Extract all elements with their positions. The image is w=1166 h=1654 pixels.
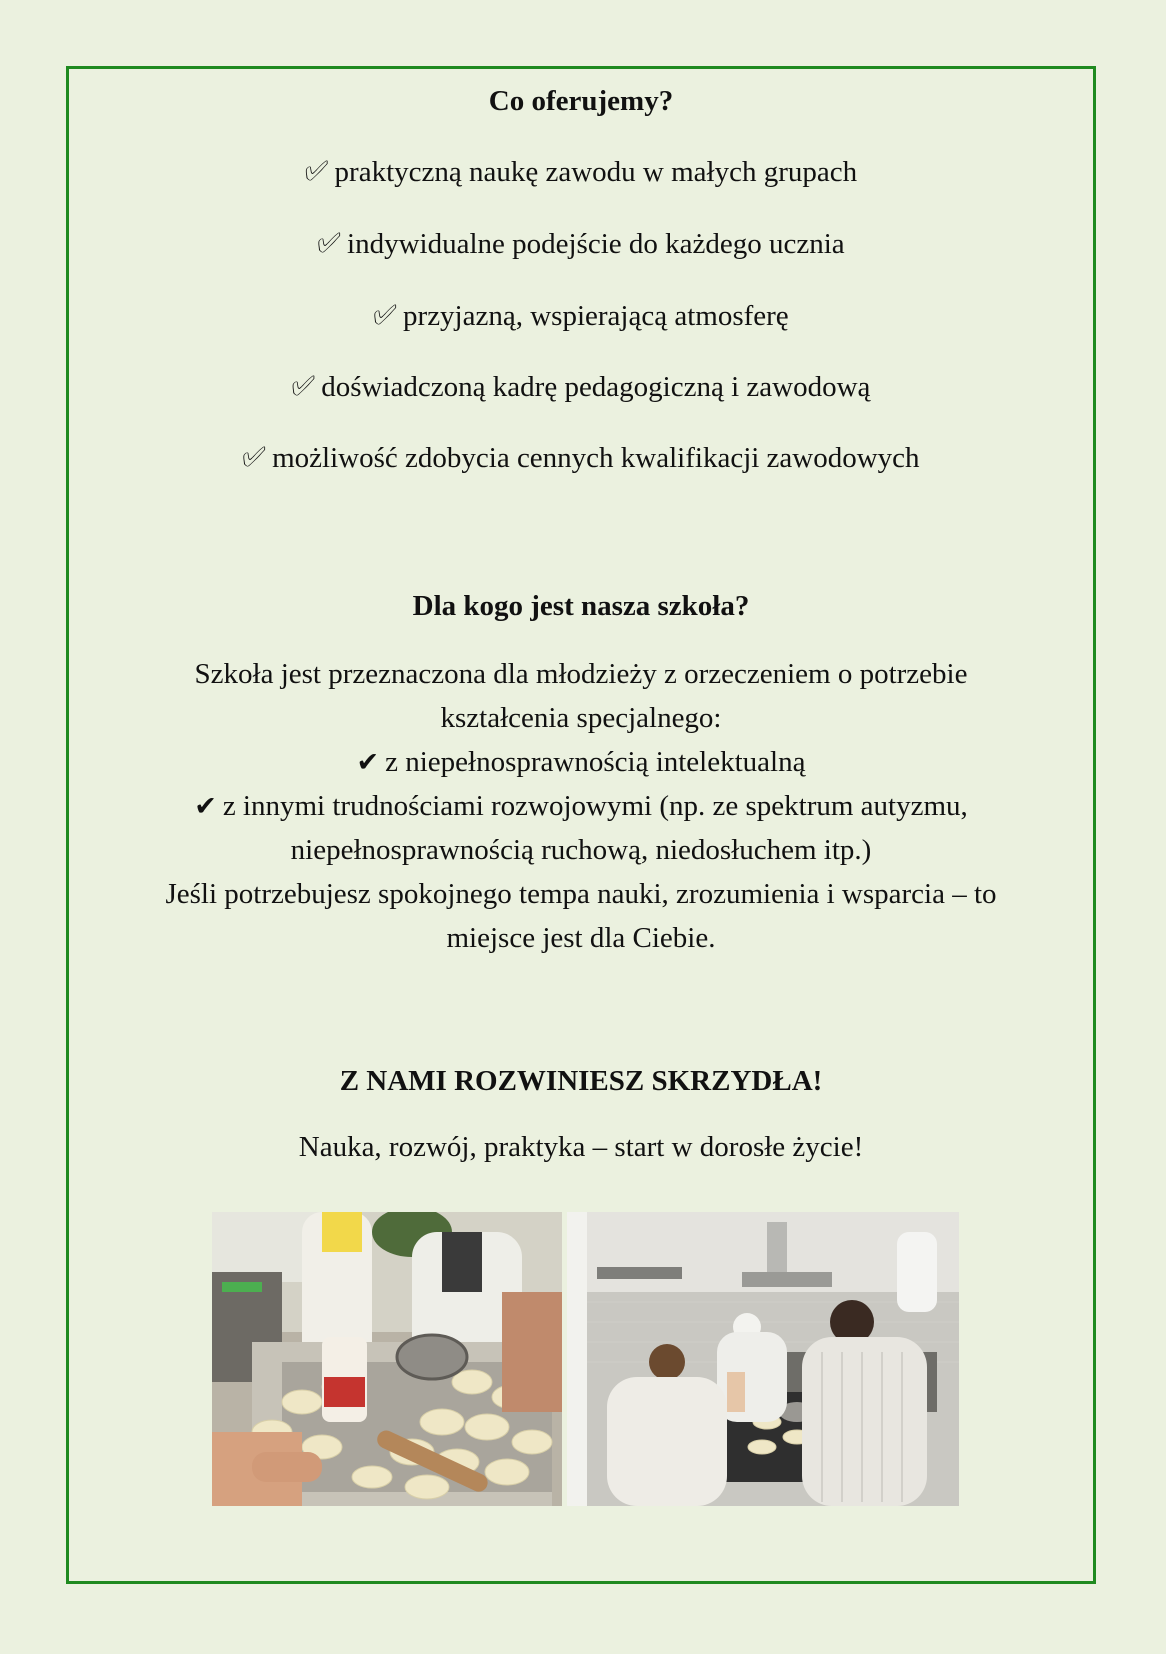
- audience-bullet: ✔ z innymi trudnościami rozwojowymi (np. ze spektrum autyzmu,: [194, 790, 968, 822]
- check-outline-icon: ✅︎: [373, 298, 398, 331]
- offer-item: ✅︎ przyjazną, wspierającą atmosferę: [69, 294, 1093, 338]
- photo-kitchen-students: [567, 1212, 959, 1506]
- audience-bullet-continuation: niepełnosprawnością ruchową, niedosłuchem itp.): [290, 834, 872, 866]
- check-outline-icon: ✅︎: [242, 440, 267, 473]
- offer-item: ✅︎ możliwość zdobycia cennych kwalifikacji zawodowych: [69, 436, 1093, 480]
- audience-bullet: ✔ z niepełnosprawnością intelektualną: [356, 746, 806, 778]
- offer-item: ✅︎ doświadczoną kadrę pedagogiczną i zawodową: [69, 365, 1093, 409]
- audience-heading: Dla kogo jest nasza szkoła?: [412, 590, 750, 622]
- check-outline-icon: ✅︎: [291, 369, 316, 402]
- check-outline-icon: ✅︎: [317, 226, 342, 259]
- offer-heading: Co oferujemy?: [488, 85, 674, 117]
- audience-intro-line: kształcenia specjalnego:: [440, 702, 722, 734]
- slogan-subline: Nauka, rozwój, praktyka – start w dorosłe życie!: [298, 1131, 864, 1163]
- audience-closing-line: miejsce jest dla Ciebie.: [446, 922, 716, 954]
- check-solid-icon: ✔: [194, 791, 217, 822]
- check-solid-icon: ✔: [356, 747, 380, 778]
- photo-strip: [212, 1212, 959, 1506]
- slogan-heading: Z NAMI ROZWINIESZ SKRZYDŁA!: [339, 1065, 823, 1097]
- photo-dough-table: [212, 1212, 562, 1506]
- audience-closing-line: Jeśli potrzebujesz spokojnego tempa nauki, zrozumienia i wsparcia – to: [165, 878, 997, 910]
- audience-intro-line: Szkoła jest przeznaczona dla młodzieży z orzeczeniem o potrzebie: [194, 658, 968, 690]
- page-frame: [66, 66, 1096, 1584]
- offer-item: ✅︎ indywidualne podejście do każdego ucznia: [69, 222, 1093, 266]
- offer-item: ✅︎ praktyczną naukę zawodu w małych grupach: [69, 150, 1093, 194]
- check-outline-icon: ✅︎: [304, 154, 329, 187]
